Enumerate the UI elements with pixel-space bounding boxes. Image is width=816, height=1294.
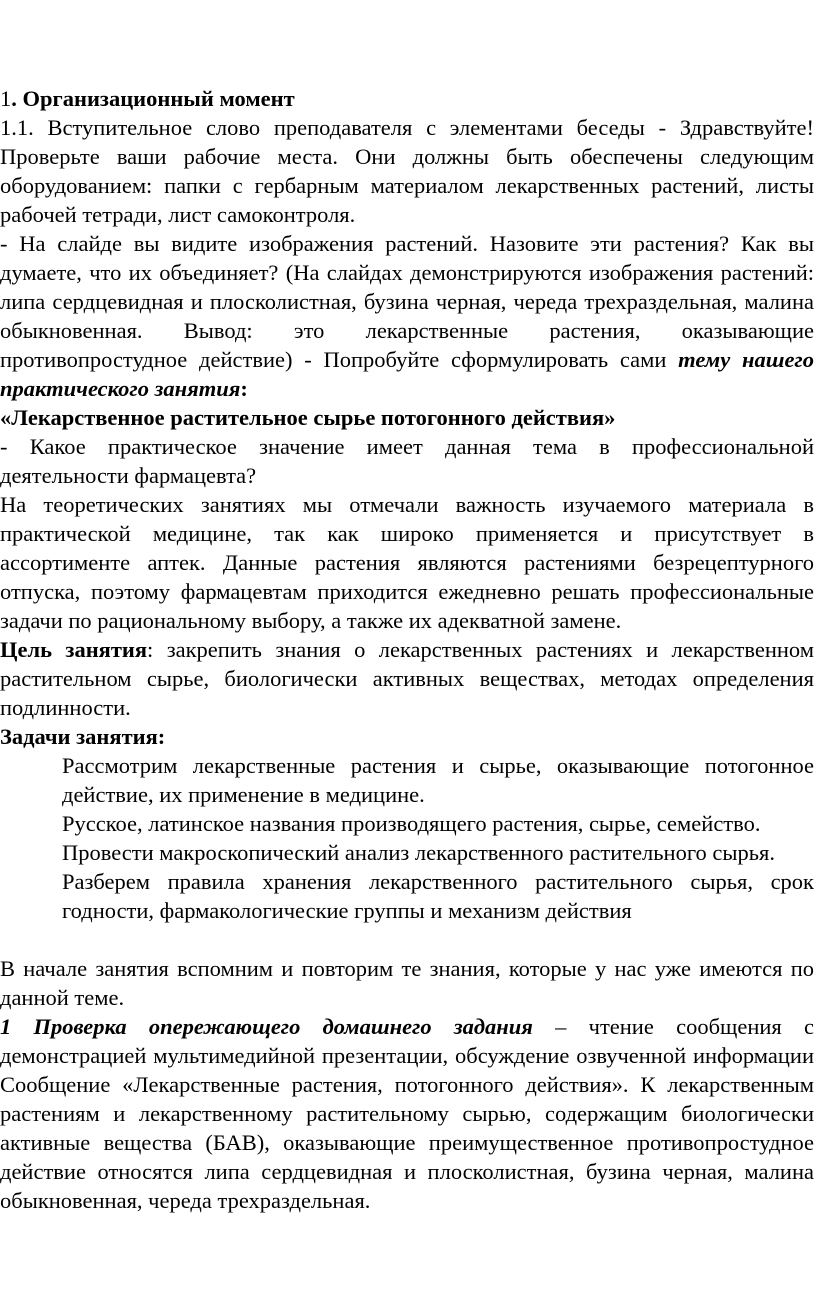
goal-paragraph — [0, 635, 814, 722]
tasks-heading — [0, 722, 814, 751]
intro-paragraph: 1.1. Вступительное слово преподавателя с элементами беседы - Здравствуйте! Проверьте ваши рабочие места. Они должны быть обеспечены следующим оборудованием: папки с гербарным материалом лекарственных растений, листы рабочей тетради, лист самоконтроля. — [0, 115, 814, 227]
theory-paragraph: На теоретических занятиях мы отмечали важность изучаемого материала в практической медицине, так как широко применяется и присутствует в ассортименте аптек. Данные растения являются растениями безрецептурного отпуска, поэтому фармацевтам приходится ежедневно решать профессиональные задачи по рациональному выбору, а также их адекватной замене. — [0, 492, 814, 633]
goal-text: : закрепить знания о лекарственных растениях и лекарственном растительном сырье, биологически активных веществах, методах определения подлинности. — [0, 637, 814, 720]
review-paragraph: В начале занятия вспомним и повторим те знания, которые у нас уже имеются по данной теме. — [0, 956, 814, 1010]
section-number: 1 — [0, 86, 12, 111]
topic-prompt: тему нашего практического занятия — [0, 347, 814, 401]
task-item: Русское, латинское названия производящего растения, сырье, семейство. — [62, 811, 761, 836]
section-title: . Организационный момент — [11, 86, 295, 111]
homework-label: 1 Проверка опережающего домашнего задания — [0, 1014, 533, 1039]
task-item: Провести макроскопический анализ лекарственного растительного сырья. — [62, 840, 775, 865]
goal-label: Цель занятия — [0, 637, 148, 662]
slide-paragraph — [0, 229, 814, 403]
slide-text: - На слайде вы видите изображения растений. Назовите эти растения? Как вы думаете, что их объединяет? (На слайдах демонстрируются изображения растений: липа сердцевидная и плосколистная, бузина черная, череда трехраздельная, малина обыкновенная. Вывод: это лекарственные растения, оказывающие противопростудное действие) - Попробуйте сформулировать сами — [0, 231, 814, 372]
section-heading — [0, 84, 814, 113]
document-page — [0, 84, 814, 1215]
lesson-topic-text: «Лекарственное растительное сырье потогонного действия» — [0, 405, 616, 430]
question-paragraph: - Какое практическое значение имеет данная тема в профессиональной деятельности фармацевта? — [0, 434, 814, 488]
homework-text: – чтение сообщения с демонстрацией мультимедийной презентации, обсуждение озвученной информации Сообщение «Лекарственные растения, потогонного действия». К лекарственным растениям и лекарственному растительному сырью, содержащим биологически активные вещества (БАВ), оказывающие преимущественное противопростудное действие относятся липа сердцевидная и плосколистная, бузина черная, малина обыкновенная, череда трехраздельная. — [0, 1014, 814, 1213]
lesson-topic — [0, 403, 814, 432]
homework-paragraph — [0, 1012, 814, 1215]
task-item: Разберем правила хранения лекарственного растительного сырья, срок годности, фармакологические группы и механизм действия — [62, 869, 814, 923]
tasks-label: Задачи занятия: — [0, 724, 166, 749]
topic-colon: : — [240, 376, 248, 401]
blank-line — [0, 925, 814, 954]
task-item: Рассмотрим лекарственные растения и сырье, оказывающие потогонное действие, их применение в медицине. — [62, 753, 814, 807]
